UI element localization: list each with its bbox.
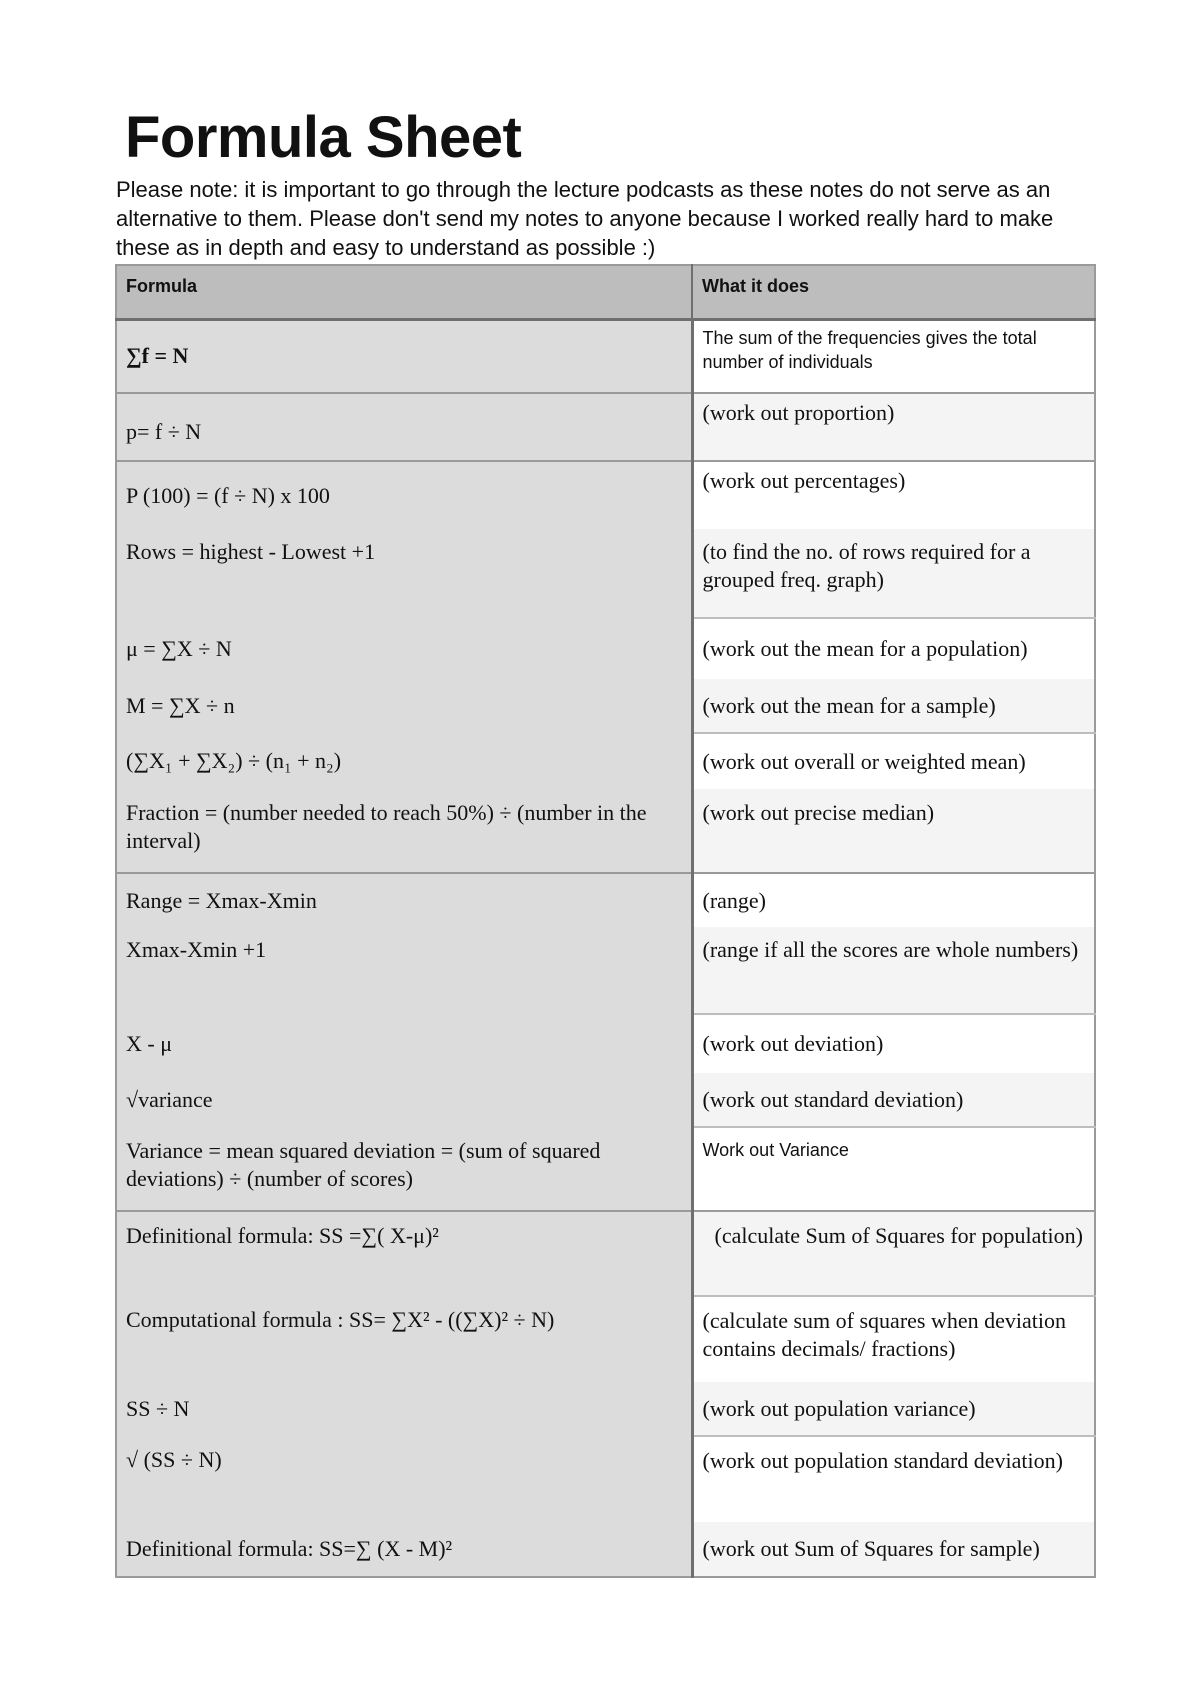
table-row — [116, 679, 1095, 733]
formula-cell: Definitional formula: SS=∑ (X - M)² — [116, 1522, 692, 1577]
table-row — [116, 1382, 1095, 1436]
table-row — [116, 1522, 1095, 1577]
table-row — [116, 529, 1095, 618]
formula-cell: Rows = highest - Lowest +1 — [116, 529, 692, 618]
description-cell: (range if all the scores are whole numbers) — [692, 927, 1095, 1014]
formula-cell: Range = Xmax-Xmin — [116, 873, 692, 927]
description-cell: (work out standard deviation) — [692, 1073, 1095, 1127]
formula-cell: Computational formula : SS= ∑X² - ((∑X)² ÷ N) — [116, 1296, 692, 1382]
description-cell: (work out proportion) — [692, 393, 1095, 461]
header-description: What it does — [692, 265, 1095, 319]
table-header-row — [116, 265, 1095, 319]
description-cell: (work out overall or weighted mean) — [692, 733, 1095, 789]
page-title: Formula Sheet — [125, 105, 522, 170]
formula-cell: X - μ — [116, 1014, 692, 1073]
formula-table — [115, 264, 1096, 1578]
description-cell: (calculate Sum of Squares for population) — [692, 1211, 1095, 1296]
description-cell: (work out population variance) — [692, 1382, 1095, 1436]
description-cell: (work out deviation) — [692, 1014, 1095, 1073]
formula-cell: p= f ÷ N — [116, 393, 692, 461]
formula-cell: μ = ∑X ÷ N — [116, 618, 692, 679]
table-row — [116, 789, 1095, 873]
description-cell: (work out the mean for a sample) — [692, 679, 1095, 733]
formula-cell: P (100) = (f ÷ N) x 100 — [116, 461, 692, 529]
description-cell: (work out population standard deviation) — [692, 1436, 1095, 1522]
formula-cell: M = ∑X ÷ n — [116, 679, 692, 733]
header-formula: Formula — [116, 265, 692, 319]
table-row — [116, 927, 1095, 1014]
table-row — [116, 873, 1095, 927]
intro-note: Please note: it is important to go through the lecture podcasts as these notes do not serve as an alternative to them. Please don't send my notes to anyone because I worked really hard to make these as in depth and easy to understand as possible :) — [116, 177, 1054, 260]
table-row — [116, 393, 1095, 461]
table-row — [116, 618, 1095, 679]
formula-cell: Definitional formula: SS =∑( X-μ)² — [116, 1211, 692, 1296]
formula-cell: Variance = mean squared deviation = (sum of squared deviations) ÷ (number of scores) — [116, 1127, 692, 1211]
table-row — [116, 733, 1095, 789]
formula-cell: (∑X₁ + ∑X₂) ÷ (n₁ + n₂) — [116, 733, 692, 789]
table-row — [116, 1296, 1095, 1382]
description-cell: (work out precise median) — [692, 789, 1095, 873]
description-cell: (work out percentages) — [692, 461, 1095, 529]
formula-cell: Xmax-Xmin +1 — [116, 927, 692, 1014]
table-row — [116, 319, 1095, 393]
description-cell: (work out the mean for a population) — [692, 618, 1095, 679]
description-cell: (calculate sum of squares when deviation contains decimals/ fractions) — [692, 1296, 1095, 1382]
formula-cell: √ (SS ÷ N) — [116, 1436, 692, 1522]
table-row — [116, 1073, 1095, 1127]
description-cell: (work out Sum of Squares for sample) — [692, 1522, 1095, 1577]
formula-cell: Fraction = (number needed to reach 50%) ÷ (number in the interval) — [116, 789, 692, 873]
description-cell: (range) — [692, 873, 1095, 927]
formula-cell: SS ÷ N — [116, 1382, 692, 1436]
description-cell: The sum of the frequencies gives the total number of individuals — [692, 319, 1095, 393]
table-row — [116, 1436, 1095, 1522]
description-cell: Work out Variance — [692, 1127, 1095, 1211]
table-row — [116, 461, 1095, 529]
table-row — [116, 1211, 1095, 1296]
table-row — [116, 1014, 1095, 1073]
description-cell: (to find the no. of rows required for a grouped freq. graph) — [692, 529, 1095, 618]
formula-cell: √variance — [116, 1073, 692, 1127]
table-row — [116, 1127, 1095, 1211]
formula-cell: ∑f = N — [116, 319, 692, 393]
